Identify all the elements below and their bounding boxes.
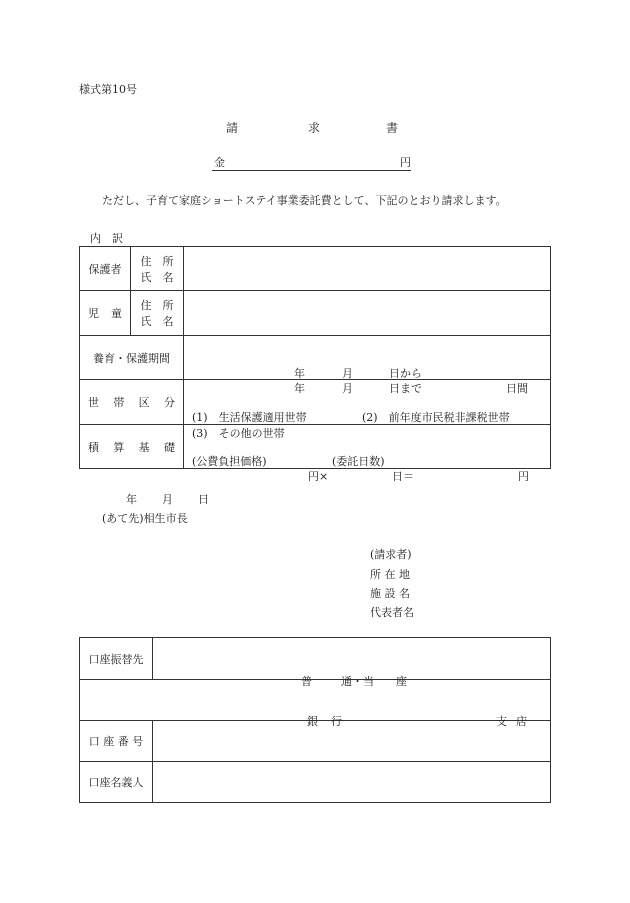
child-fields-labels: [131, 291, 184, 336]
bank-table: [79, 637, 551, 803]
claimant-facility: 施 設 名: [370, 587, 410, 600]
amount-suffix: 円: [400, 156, 411, 169]
household-options: [184, 380, 551, 440]
intro-text: ただし、子育て家庭ショートステイ事業委託費として、下記のとおり請求します。: [102, 194, 507, 207]
breakdown-table: [79, 246, 551, 483]
calc-yen-times: 円×: [308, 469, 329, 483]
household-char-4: 分: [163, 396, 175, 409]
addressee: (あて先)相生市長: [102, 512, 188, 525]
period-days: 日間: [506, 381, 528, 395]
household-label: [80, 380, 184, 425]
date-year: 年: [126, 493, 137, 506]
guardian-name-label: 氏 名: [140, 270, 174, 284]
child-char-2: 童: [111, 307, 122, 320]
calc-char-2: 算: [113, 440, 125, 454]
calc-char-1: 積: [88, 440, 99, 454]
account-number-input[interactable]: [153, 721, 551, 762]
household-char-2: 帯: [113, 396, 125, 409]
guardian-address-label: 住 所: [140, 254, 174, 268]
period-month-2: 月: [342, 381, 353, 395]
breakdown-heading: 内 訳: [90, 232, 123, 245]
child-input[interactable]: [184, 291, 551, 336]
account-type-3: 座: [396, 674, 407, 688]
title-char-1: 請: [226, 121, 239, 135]
period-year-1: 年: [294, 366, 305, 380]
calc-char-4: 礎: [163, 440, 175, 454]
date-month: 月: [162, 493, 173, 506]
calc-char-3: 基: [138, 440, 150, 454]
bank-char-2: 行: [331, 715, 342, 728]
period-input[interactable]: [184, 336, 551, 395]
period-month-1: 月: [342, 366, 353, 380]
account-number-label: 口 座 番 号: [80, 721, 153, 762]
date-day: 日: [198, 493, 209, 506]
household-option-3[interactable]: (3) その他の世帯: [192, 427, 285, 440]
account-holder-input[interactable]: [153, 762, 551, 803]
claimant-location: 所 在 地: [370, 568, 410, 581]
household-option-1[interactable]: (1) 生活保護適用世帯: [192, 411, 307, 424]
period-from: 日から: [389, 366, 422, 380]
bank-char-1: 銀: [307, 715, 318, 728]
branch-char-2: 店: [516, 715, 527, 728]
period-year-2: 年: [294, 381, 305, 395]
household-char-3: 区: [138, 396, 150, 409]
child-name-label: 氏 名: [140, 315, 174, 328]
amount-line: [212, 154, 411, 171]
guardian-fields-labels: [131, 247, 184, 291]
account-type-2: 通・当: [341, 674, 374, 688]
child-char-1: 児: [88, 307, 99, 320]
guardian-label: 保護者: [80, 247, 131, 291]
child-label: [80, 291, 131, 336]
household-option-2[interactable]: (2) 前年度市民税非課税世帯: [362, 411, 510, 424]
calc-day-eq: 日＝: [392, 469, 414, 483]
calc-yen: 円: [518, 469, 529, 483]
household-char-1: 世: [88, 396, 99, 409]
account-type[interactable]: [153, 638, 551, 688]
calc-label: [80, 425, 184, 469]
account-type-1: 普: [301, 674, 312, 688]
title-char-2: 求: [308, 121, 321, 135]
form-number: 様式第10号: [79, 83, 137, 96]
claimant-heading: (請求者): [370, 548, 412, 561]
transfer-label: 口座振替先: [80, 638, 153, 680]
calc-days-label: (委託日数): [332, 454, 385, 468]
guardian-input[interactable]: [184, 247, 551, 291]
amount-prefix: 金: [214, 156, 225, 169]
calc-price-label: (公費負担価格): [192, 454, 267, 468]
bank-branch-input[interactable]: [80, 680, 551, 728]
branch-char-1: 支: [496, 715, 507, 728]
period-label: 養育・保護期間: [80, 336, 184, 380]
child-address-label: 住 所: [140, 299, 174, 312]
period-until: 日まで: [389, 381, 422, 395]
title-char-3: 書: [386, 121, 399, 135]
account-holder-label: 口座名義人: [80, 762, 153, 803]
claimant-representative: 代表者名: [370, 606, 414, 619]
